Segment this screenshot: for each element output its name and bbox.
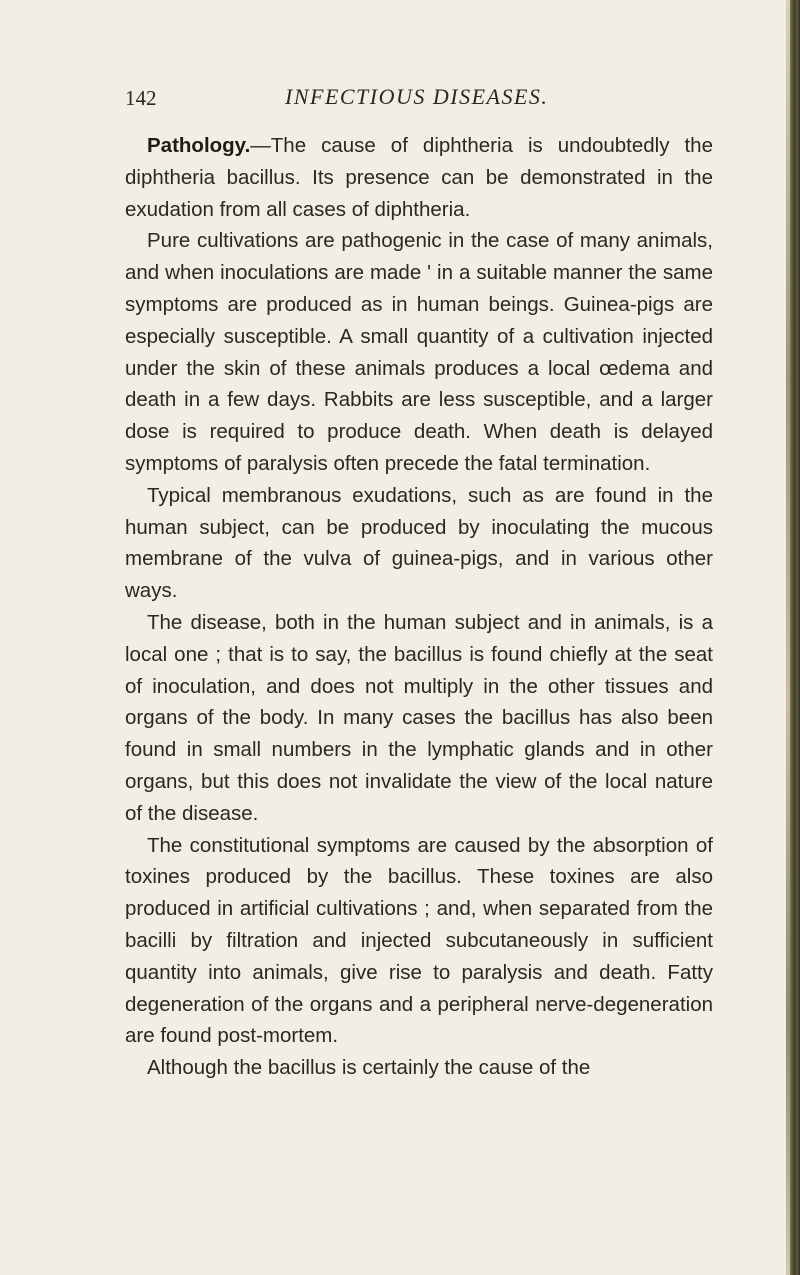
paragraph-text: —The cause of diphtheria is undoubtedly the diphtheria bacillus. Its presence can be demonstrated in the exudation from all cases of diphtheria. xyxy=(125,134,713,221)
paragraph: Typical membranous exudations, such as are found in the human subject, can be produced by inoculating the mucous membrane of the vulva of guinea-pigs, and in various other ways. xyxy=(125,483,713,603)
book-spine-edge xyxy=(786,0,800,1275)
section-heading: Pathology. xyxy=(147,134,251,157)
paragraph-pathology xyxy=(125,130,713,225)
body-text xyxy=(125,130,713,1084)
paragraph: Pure cultivations are pathogenic in the case of many animals, and when inoculations are made ' in a suitable manner the same symptoms are produced as in human beings. Guinea-pigs are especially susceptible. A small quantity of a cultivation injected under the skin of these animals produces a local œdema and death in a few days. Rabbits are less susceptible, and a larger dose is required to produce death. When death is delayed symptoms of paralysis often precede the fatal termination. xyxy=(125,229,713,475)
paragraph: The disease, both in the human subject and in animals, is a local one ; that is to say, the bacillus is found chiefly at the seat of inoculation, and does not multiply in the other tissues and organs of the body. In many cases the bacillus has also been found in small numbers in the lymphatic glands and in other organs, but this does not invalidate the view of the local nature of the disease. xyxy=(125,610,713,825)
page-number: 142 xyxy=(125,86,157,110)
paragraph: Although the bacillus is certainly the cause of the xyxy=(147,1056,591,1080)
running-title: INFECTIOUS DISEASES. xyxy=(285,84,549,109)
running-head xyxy=(125,86,715,116)
paragraph: The constitutional symptoms are caused by the absorption of toxines produced by the bacillus. These toxines are also produced in artificial cultivations ; and, when separated from the bacilli by filtration and injected subcutaneously in sufficient quantity into animals, give rise to paralysis and death. Fatty degeneration of the organs and a peripheral nerve-degeneration are found post-mortem. xyxy=(125,833,713,1048)
